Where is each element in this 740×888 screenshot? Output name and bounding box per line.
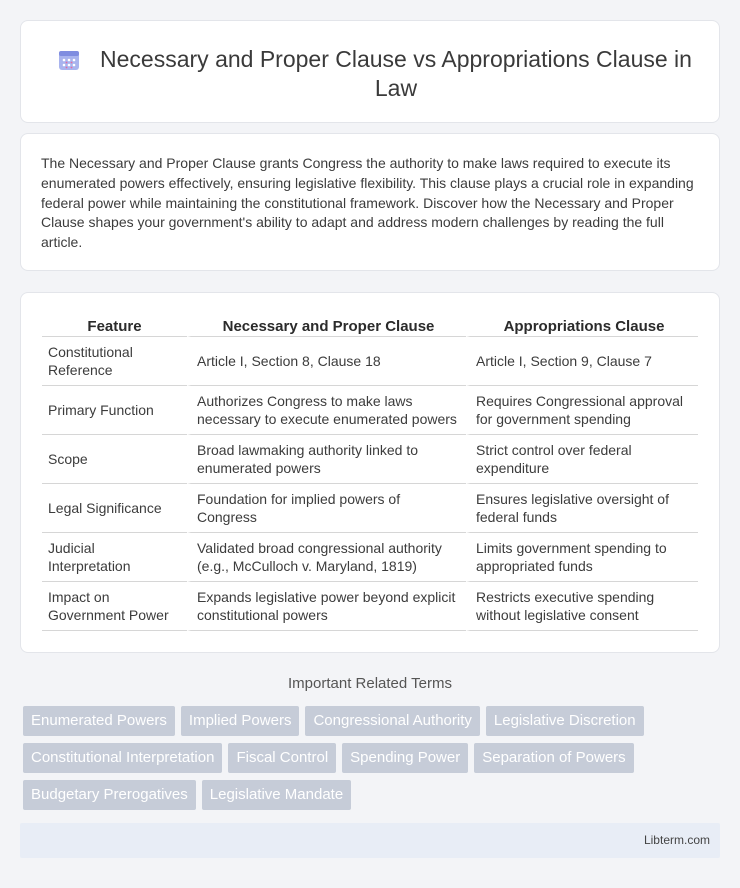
table-row (42, 484, 698, 533)
appropriations-cell: Ensures legislative oversight of federal funds (466, 484, 698, 533)
necessary-proper-cell: Expands legislative power beyond explicit constitutional powers (187, 582, 466, 631)
tag-separation-of-powers[interactable]: Separation of Powers (474, 743, 633, 773)
necessary-proper-cell: Article I, Section 8, Clause 18 (187, 337, 466, 386)
tag-budgetary-prerogatives[interactable]: Budgetary Prerogatives (23, 780, 196, 810)
appropriations-cell: Restricts executive spending without legislative consent (466, 582, 698, 631)
tag-legislative-mandate[interactable]: Legislative Mandate (202, 780, 351, 810)
appropriations-cell: Article I, Section 9, Clause 7 (466, 337, 698, 386)
table-row (42, 435, 698, 484)
necessary-proper-cell: Authorizes Congress to make laws necessary to execute enumerated powers (187, 386, 466, 435)
feature-cell: Scope (42, 435, 187, 484)
footer (20, 823, 720, 858)
feature-cell: Primary Function (42, 386, 187, 435)
table-header-row (42, 315, 698, 337)
necessary-proper-cell: Validated broad congressional authority (e.g., McCulloch v. Maryland, 1819) (187, 533, 466, 582)
appropriations-cell: Strict control over federal expenditure (466, 435, 698, 484)
intro-paragraph: The Necessary and Proper Clause grants Congress the authority to make laws required to execute its enumerated powers effectively, ensuring legislative flexibility. This clause plays a crucial role in expanding federal power while maintaining the constitutional framework. Discover how the Necessary and Proper Clause shapes your government's ability to adapt and address modern challenges by reading the full article. (41, 155, 694, 251)
header-necessary-proper: Necessary and Proper Clause (187, 315, 466, 337)
page-title: Necessary and Proper Clause vs Appropriations Clause in Law (100, 46, 692, 101)
tag-implied-powers[interactable]: Implied Powers (181, 706, 300, 736)
header-appropriations: Appropriations Clause (466, 315, 698, 337)
feature-cell: Legal Significance (42, 484, 187, 533)
tag-constitutional-interpretation[interactable]: Constitutional Interpretation (23, 743, 222, 773)
necessary-proper-cell: Foundation for implied powers of Congress (187, 484, 466, 533)
feature-cell: Constitutional Reference (42, 337, 187, 386)
table-row (42, 582, 698, 631)
necessary-proper-cell: Broad lawmaking authority linked to enumerated powers (187, 435, 466, 484)
tag-congressional-authority[interactable]: Congressional Authority (305, 706, 479, 736)
table-row (42, 386, 698, 435)
tag-spending-power[interactable]: Spending Power (342, 743, 468, 773)
footer-brand-link[interactable]: Libterm.com (643, 833, 710, 847)
intro-card (20, 133, 720, 271)
calendar-grid-icon (58, 49, 80, 71)
tag-fiscal-control[interactable]: Fiscal Control (228, 743, 336, 773)
appropriations-cell: Limits government spending to appropriated funds (466, 533, 698, 582)
title-card (20, 20, 720, 123)
table-row (42, 533, 698, 582)
header-feature: Feature (42, 315, 187, 337)
feature-cell: Impact on Government Power (42, 582, 187, 631)
related-terms-heading: Important Related Terms (288, 675, 452, 692)
related-terms-list (23, 706, 713, 810)
tag-enumerated-powers[interactable]: Enumerated Powers (23, 706, 175, 736)
feature-cell: Judicial Interpretation (42, 533, 187, 582)
tag-legislative-discretion[interactable]: Legislative Discretion (486, 706, 644, 736)
comparison-table-card (20, 292, 720, 653)
table-row (42, 337, 698, 386)
appropriations-cell: Requires Congressional approval for government spending (466, 386, 698, 435)
comparison-table (42, 315, 698, 631)
